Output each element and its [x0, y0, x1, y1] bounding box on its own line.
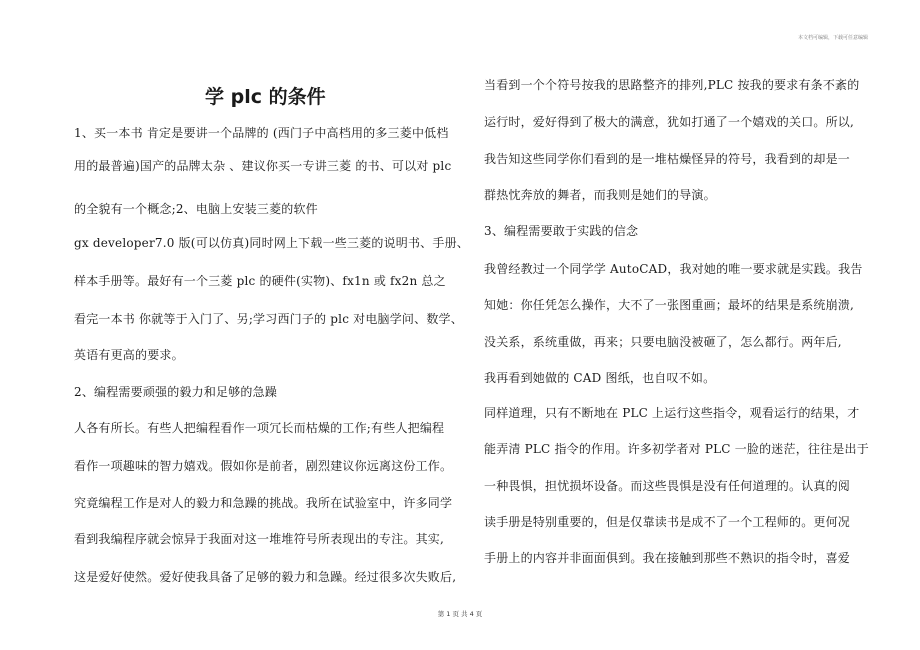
body-line: 的全貌有一个概念;2、电脑上安装三菱的软件: [74, 202, 318, 216]
body-line: 用的最普遍)国产的品牌太杂 、建议你买一专讲三菱 的书、可以对 plc: [74, 159, 452, 173]
body-line: 样本手册等。最好有一个三菱 plc 的硬件(实物)、fx1n 或 fx2n 总之: [74, 274, 446, 288]
section-heading: 3、编程需要敢于实践的信念: [484, 224, 639, 238]
body-line: 运行时，爱好得到了极大的满意，犹如打通了一个嬉戏的关口。所以,: [484, 115, 855, 129]
body-line: 英语有更高的要求。: [74, 348, 184, 362]
header-note: 本文档可编辑，下载可任意编辑: [797, 35, 868, 41]
body-line: 能弄清 PLC 指令的作用。许多初学者对 PLC 一脸的迷茫，往往是出于: [484, 442, 869, 456]
body-line: 看作一项趣味的智力嬉戏。假如你是前者，剧烈建议你远离这份工作。: [74, 459, 453, 473]
body-line: 一种畏惧，担忧损坏设备。而这些畏惧是没有任何道理的。认真的阅: [484, 479, 851, 493]
body-line: 人各有所长。有些人把编程看作一项冗长而枯燥的工作;有些人把编程: [74, 421, 445, 435]
body-line: 1、买一本书 肯定是要讲一个品牌的 (西门子中高档用的多三菱中低档: [74, 126, 449, 140]
body-line: 没关系，系统重做，再来；只要电脑没被砸了，怎么都行。两年后,: [484, 335, 842, 349]
body-line: 我曾经教过一个同学学 AutoCAD，我对她的唯一要求就是实践。我告: [484, 262, 863, 276]
body-line: 知她：你任凭怎么操作，大不了一张图重画；最坏的结果是系统崩溃,: [484, 298, 855, 312]
body-line: 看到我编程序就会惊异于我面对这一堆堆符号所表现出的专注。其实,: [74, 532, 445, 546]
section-heading: 2、编程需要顽强的毅力和足够的急躁: [74, 385, 278, 399]
body-line: 究竟编程工作是对人的毅力和急躁的挑战。我所在试验室中，许多同学: [74, 496, 453, 510]
body-line: gx developer7.0 版(可以仿真)同时网上下载一些三菱的说明书、手册、: [74, 236, 469, 250]
body-line: 我告知这些同学你们看到的是一堆枯燥怪异的符号，我看到的却是一: [484, 152, 851, 166]
page-title: 学 plc 的条件: [205, 86, 326, 108]
page-number: 第 1 页 共 4 页: [437, 610, 483, 618]
body-line: 当看到一个个符号按我的思路整齐的排列,PLC 按我的要求有条不紊的: [484, 78, 860, 92]
body-line: 同样道理，只有不断地在 PLC 上运行这些指令，观看运行的结果，才: [484, 406, 860, 420]
body-line: 这是爱好使然。爱好使我具备了足够的毅力和急躁。经过很多次失败后,: [74, 570, 457, 584]
body-line: 看完一本书 你就等于入门了、另;学习西门子的 plc 对电脑学问、数学、: [74, 312, 463, 326]
body-line: 读手册是特别重要的，但是仅靠读书是成不了一个工程师的。更何况: [484, 515, 851, 529]
body-line: 我再看到她做的 CAD 图纸，也自叹不如。: [484, 371, 716, 385]
body-line: 手册上的内容并非面面俱到。我在接触到那些不熟识的指令时，喜爱: [484, 551, 851, 565]
body-line: 群热忱奔放的舞者，而我则是她们的导演。: [484, 188, 716, 202]
